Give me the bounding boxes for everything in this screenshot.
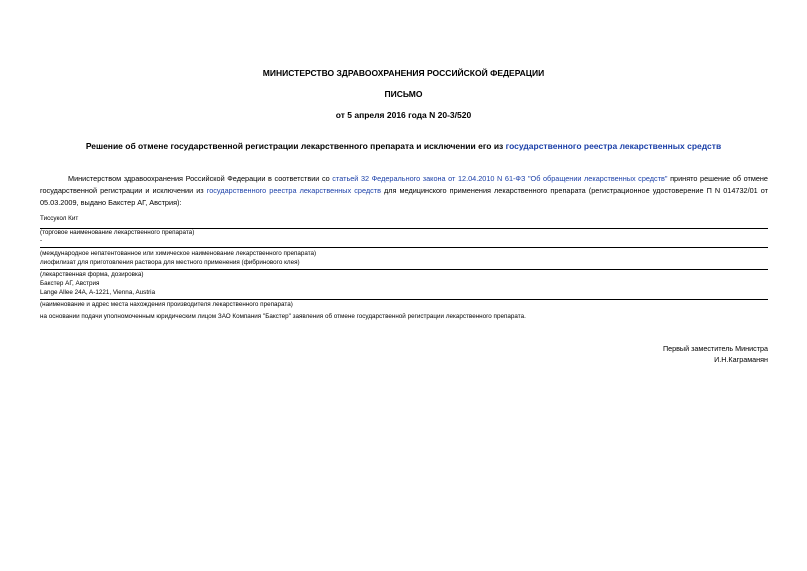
form-caption: (лекарственная форма, дозировка) — [40, 271, 144, 278]
law-article-link[interactable]: статьей 32 Федерального закона от 12.04.2010 N 61-ФЗ "Об обращении лекарственных средств" — [332, 174, 668, 183]
document-title — [0, 141, 807, 151]
ministry-heading: МИНИСТЕРСТВО ЗДРАВООХРАНЕНИЯ РОССИЙСКОЙ ФЕДЕРАЦИИ — [262, 68, 545, 78]
document-title-text: Решение об отмене государственной регистрации лекарственного препарата и исключении его из — [85, 141, 506, 151]
manufacturer-caption: (наименование и адрес места нахождения производителя лекарственного препарата) — [40, 301, 293, 308]
signatory-position: Первый заместитель Министра — [662, 344, 768, 353]
divider-4 — [40, 299, 768, 300]
body-paragraph — [40, 173, 768, 209]
divider-3 — [40, 269, 768, 270]
registry-link-title[interactable]: государственного реестра лекарственных средств — [505, 141, 722, 151]
form-value: лиофилизат для приготовления раствора для местного применения (фибринового клея) — [40, 259, 300, 266]
manufacturer-address: Lange Allee 24A, A-1221, Vienna, Austria — [40, 289, 156, 296]
divider-2 — [40, 247, 768, 248]
body-text-part2: принято решение об отмене государственной регистрации и исключении из — [40, 174, 768, 195]
document-date-number: от 5 апреля 2016 года N 20-3/520 — [335, 110, 472, 120]
body-text-part3: для медицинского применения лекарственного препарата (регистрационное удостоверение П N 014732/01 от 05.03.2009, выдано Бакстер АГ, Австрия): — [40, 186, 769, 207]
registry-link-body[interactable]: государственного реестра лекарственных средств — [206, 186, 381, 195]
manufacturer-name: Бакстер АГ, Австрия — [40, 280, 100, 287]
document-type: ПИСЬМО — [384, 89, 423, 99]
basis-text: на основании подачи уполномоченным юридическим лицом ЗАО Компания "Бакстер" заявления об отмене государственной регистрации лекарственного препарата. — [40, 313, 526, 320]
signatory-name: И.Н.Каграманян — [714, 355, 768, 364]
inn-caption: (международное непатентованное или химическое наименование лекарственного препарата) — [40, 250, 317, 257]
trade-name-value: Тиссукол Кит — [40, 215, 79, 222]
inn-value: - — [40, 237, 43, 244]
trade-name-caption: (торговое наименование лекарственного препарата) — [40, 229, 195, 236]
body-text-part1: Министерством здравоохранения Российской Федерации в соответствии со — [68, 174, 333, 183]
